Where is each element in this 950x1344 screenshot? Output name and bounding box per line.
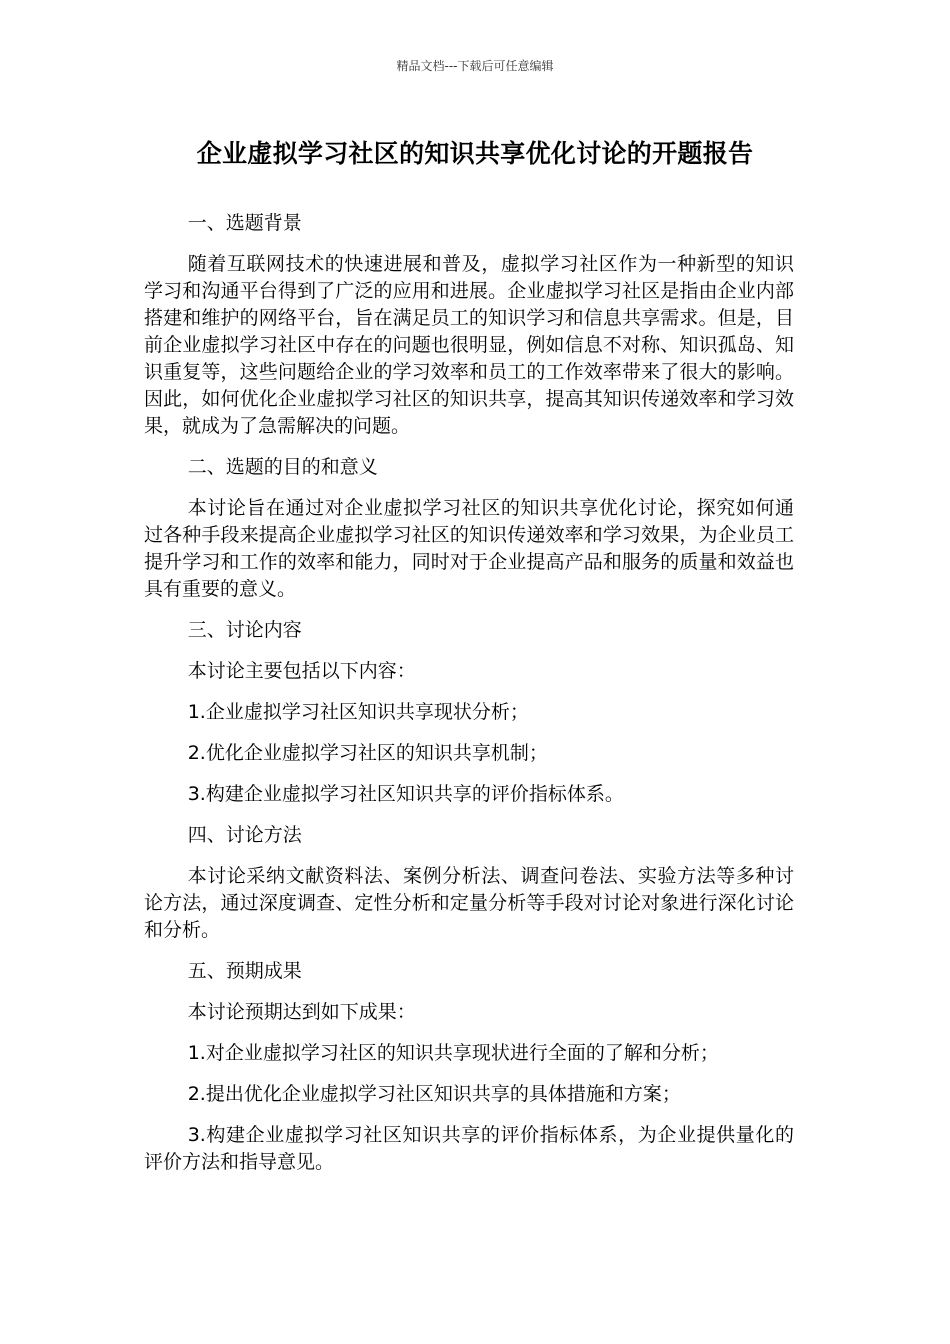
section-heading: 一、选题背景 bbox=[187, 212, 302, 234]
body-paragraph: 本讨论旨在通过对企业虚拟学习社区的知识共享优化讨论，探究如何通过各种手段来提高企业虚拟学习社区的知识传递效率和学习效果，为企业员工提升学习和工作的效率和能力，同时对于企业提高产品和服务的质量和效益也具有重要的意义。 bbox=[144, 497, 794, 600]
body-paragraph: 本讨论采纳文献资料法、案例分析法、调查问卷法、实验方法等多种讨论方法，通过深度调查、定性分析和定量分析等手段对讨论对象进行深化讨论和分析。 bbox=[144, 865, 794, 941]
section-heading: 四、讨论方法 bbox=[187, 824, 302, 846]
list-item: 2.优化企业虚拟学习社区的知识共享机制； bbox=[187, 742, 548, 764]
body-paragraph: 本讨论预期达到如下成果： bbox=[187, 1001, 416, 1023]
body-paragraph: 本讨论主要包括以下内容： bbox=[187, 660, 416, 682]
list-item: 3.构建企业虚拟学习社区知识共享的评价指标体系。 bbox=[187, 783, 624, 805]
list-item: 1.对企业虚拟学习社区的知识共享现状进行全面的了解和分析； bbox=[187, 1042, 719, 1064]
body-paragraph: 随着互联网技术的快速进展和普及，虚拟学习社区作为一种新型的知识学习和沟通平台得到了广泛的应用和进展。企业虚拟学习社区是指由企业内部搭建和维护的网络平台，旨在满足员工的知识学习和信息共享需求。但是，目前企业虚拟学习社区中存在的问题也很明显，例如信息不对称、知识孤岛、知识重复等，这些问题给企业的学习效率和员工的工作效率带来了很大的影响。因此，如何优化企业虚拟学习社区的知识共享，提高其知识传递效率和学习效果，就成为了急需解决的问题。 bbox=[144, 253, 794, 437]
section-heading: 二、选题的目的和意义 bbox=[187, 456, 378, 478]
document-body bbox=[144, 210, 794, 1190]
list-item: 1.企业虚拟学习社区知识共享现状分析； bbox=[187, 701, 529, 723]
section-heading: 五、预期成果 bbox=[187, 960, 302, 982]
page-header: 精品文档---下载后可任意编辑 bbox=[396, 59, 554, 73]
list-item: 2.提出优化企业虚拟学习社区知识共享的具体措施和方案； bbox=[187, 1083, 681, 1105]
document-title: 企业虚拟学习社区的知识共享优化讨论的开题报告 bbox=[196, 139, 754, 168]
list-item: 3.构建企业虚拟学习社区知识共享的评价指标体系，为企业提供量化的评价方法和指导意见。 bbox=[144, 1124, 794, 1173]
section-heading: 三、讨论内容 bbox=[187, 619, 302, 641]
